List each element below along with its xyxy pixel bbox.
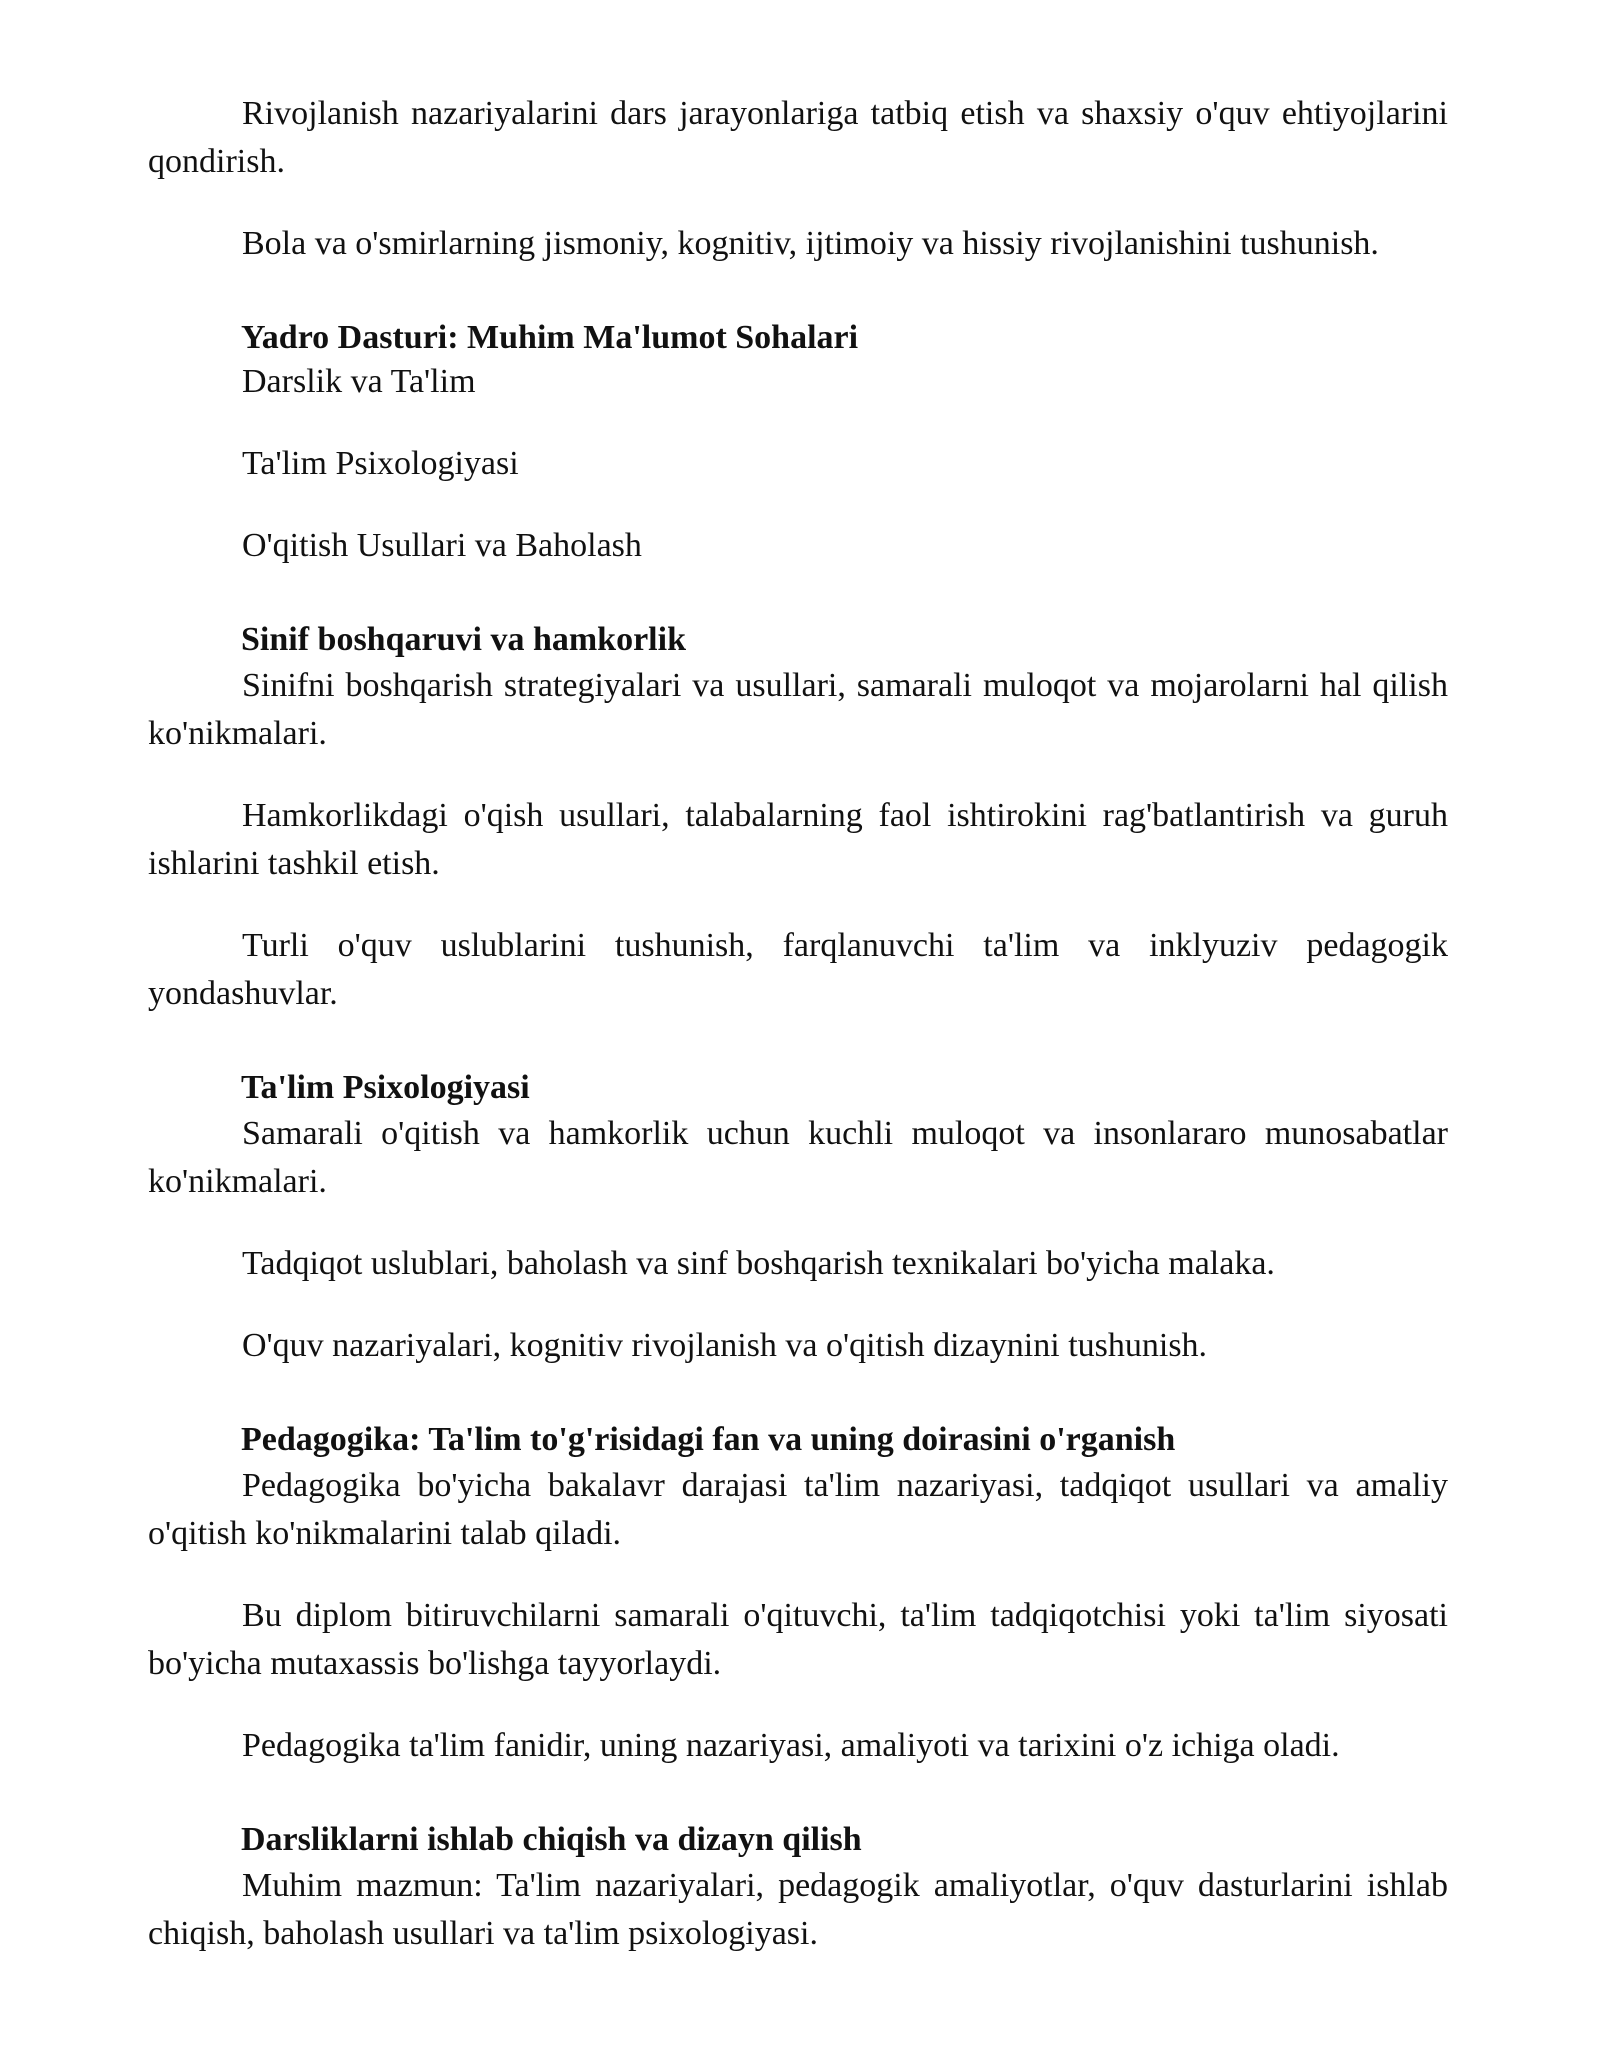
section-educational-psychology	[148, 1068, 1448, 1370]
paragraph: Pedagogika bo'yicha bakalavr darajasi ta'lim nazariyasi, tadqiqot usullari va amaliy o'qitish ko'nikmalarini talab qiladi.	[148, 1467, 1448, 1552]
section-pedagogy	[148, 1420, 1448, 1770]
list-item: Ta'lim Psixologiyasi	[242, 445, 519, 482]
document-page	[148, 90, 1448, 1958]
paragraph: Samarali o'qitish va hamkorlik uchun kuchli muloqot va insonlararo munosabatlar ko'nikmalari.	[148, 1115, 1448, 1200]
paragraph: Muhim mazmun: Ta'lim nazariyalari, pedagogik amaliyotlar, o'quv dasturlarini ishlab chiqish, baholash usullari va ta'lim psixologiyasi.	[148, 1867, 1448, 1952]
paragraph: Sinifni boshqarish strategiyalari va usullari, samarali muloqot va mojarolarni hal qilish ko'nikmalari.	[148, 667, 1448, 752]
section-heading: Ta'lim Psixologiyasi	[241, 1069, 530, 1106]
intro-block	[148, 90, 1448, 268]
list-item: Darslik va Ta'lim	[242, 363, 476, 400]
paragraph: Bu diplom bitiruvchilarni samarali o'qituvchi, ta'lim tadqiqotchisi yoki ta'lim siyosati bo'yicha mutaxassis bo'lishga tayyorlaydi.	[148, 1597, 1448, 1682]
section-heading: Darsliklarni ishlab chiqish va dizayn qilish	[241, 1821, 862, 1858]
paragraph: Pedagogika ta'lim fanidir, uning nazariyasi, amaliyoti va tarixini o'z ichiga oladi.	[242, 1727, 1340, 1764]
section-heading: Yadro Dasturi: Muhim Ma'lumot Sohalari	[241, 319, 859, 356]
paragraph: Bola va o'smirlarning jismoniy, kognitiv, ijtimoiy va hissiy rivojlanishini tushunish.	[242, 225, 1379, 262]
paragraph: Rivojlanish nazariyalarini dars jarayonlariga tatbiq etish va shaxsiy o'quv ehtiyojlarini qondirish.	[148, 95, 1448, 180]
section-textbook-design	[148, 1820, 1448, 1958]
section-heading: Sinif boshqaruvi va hamkorlik	[241, 621, 686, 658]
list-item: O'qitish Usullari va Baholash	[242, 527, 642, 564]
section-heading: Pedagogika: Ta'lim to'g'risidagi fan va uning doirasini o'rganish	[241, 1421, 1176, 1458]
section-core-program	[148, 318, 1448, 570]
paragraph: Turli o'quv uslublarini tushunish, farqlanuvchi ta'lim va inklyuziv pedagogik yondashuvlar.	[148, 927, 1448, 1012]
paragraph: Tadqiqot uslublari, baholash va sinf boshqarish texnikalari bo'yicha malaka.	[242, 1245, 1275, 1282]
section-classroom-management	[148, 620, 1448, 1018]
paragraph: O'quv nazariyalari, kognitiv rivojlanish va o'qitish dizaynini tushunish.	[242, 1327, 1208, 1364]
paragraph: Hamkorlikdagi o'qish usullari, talabalarning faol ishtirokini rag'batlantirish va guruh ishlarini tashkil etish.	[148, 797, 1448, 882]
